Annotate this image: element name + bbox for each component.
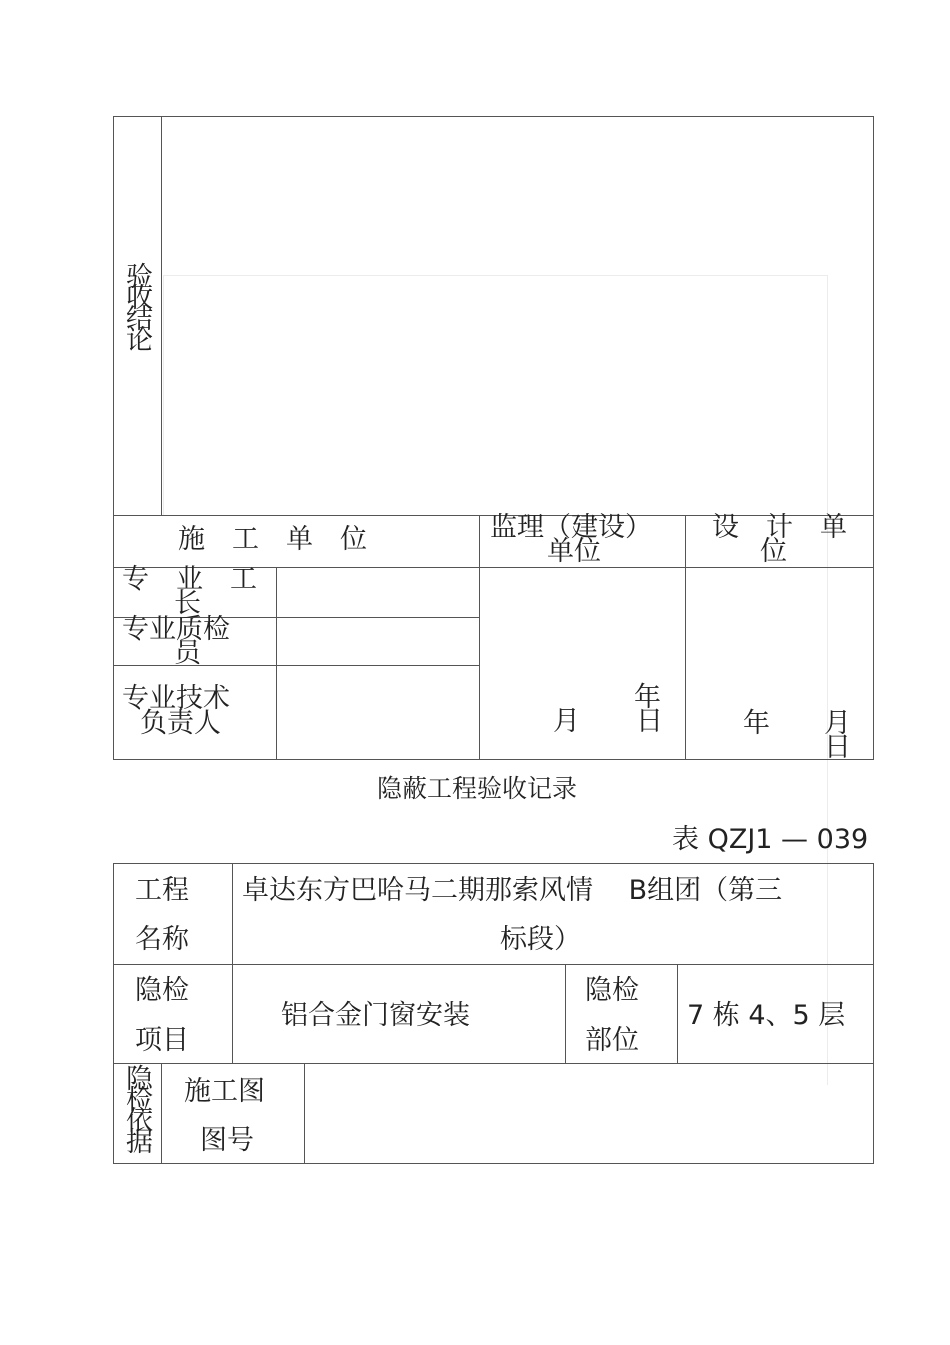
project-name-label-line1: 工程 xyxy=(135,875,189,906)
design-unit-header-line2: 位 xyxy=(760,536,787,567)
project-name-value-line2[interactable]: 标段） xyxy=(500,924,581,955)
tech-lead-signature-field[interactable] xyxy=(278,667,478,758)
form-title: 隐蔽工程验收记录 xyxy=(377,774,578,803)
inspector-label-line1: 专业质检 xyxy=(122,614,230,645)
conclusion-label: 验收结论 xyxy=(121,262,152,346)
supervision-date-day: 日 xyxy=(636,706,663,737)
inspection-basis-label: 隐检依据 xyxy=(121,1064,152,1148)
project-name-value-line1[interactable]: 卓达东方巴哈马二期那索风情 B组团（第三 xyxy=(242,875,783,906)
supervision-unit-header-line1: 监理（建设） xyxy=(490,512,652,543)
inspection-location-label-line1: 隐检 xyxy=(585,975,639,1006)
foreman-signature-field[interactable] xyxy=(278,569,478,616)
construction-unit-header: 施 工 单 位 xyxy=(178,524,367,555)
drawing-number-field[interactable] xyxy=(306,1065,872,1162)
design-date-month: 月 xyxy=(824,708,851,739)
supervision-date-year: 年 xyxy=(634,682,661,713)
foreman-label-line1: 专 业 工 xyxy=(122,564,257,595)
inspection-item-label-line2: 项目 xyxy=(135,1025,189,1056)
tech-lead-label-line2: 负责人 xyxy=(140,708,221,739)
drawing-number-label-line1: 施工图 xyxy=(184,1076,265,1107)
inspector-signature-field[interactable] xyxy=(278,619,478,664)
supervision-date-month: 月 xyxy=(553,706,580,737)
inspection-item-label-line1: 隐检 xyxy=(135,975,189,1006)
design-date-year: 年 xyxy=(743,708,770,739)
drawing-number-label-line2: 图号 xyxy=(200,1125,254,1156)
design-date-day: 日 xyxy=(824,732,851,763)
tech-lead-label-line1: 专业技术 xyxy=(122,683,230,714)
design-unit-header-line1: 设 计 单 xyxy=(712,512,847,543)
inspection-location-value[interactable]: 7 栋 4、5 层 xyxy=(687,1000,846,1031)
foreman-label-line2: 长 xyxy=(174,588,201,619)
conclusion-area[interactable] xyxy=(163,118,871,513)
supervision-unit-header-line2: 单位 xyxy=(547,536,601,567)
project-name-label-line2: 名称 xyxy=(135,924,189,955)
form-code: 表 QZJ1 — 039 xyxy=(672,824,869,855)
inspection-item-value[interactable]: 铝合金门窗安装 xyxy=(281,1000,470,1031)
inspector-label-line2: 员 xyxy=(174,638,201,669)
inspection-location-label-line2: 部位 xyxy=(585,1025,639,1056)
